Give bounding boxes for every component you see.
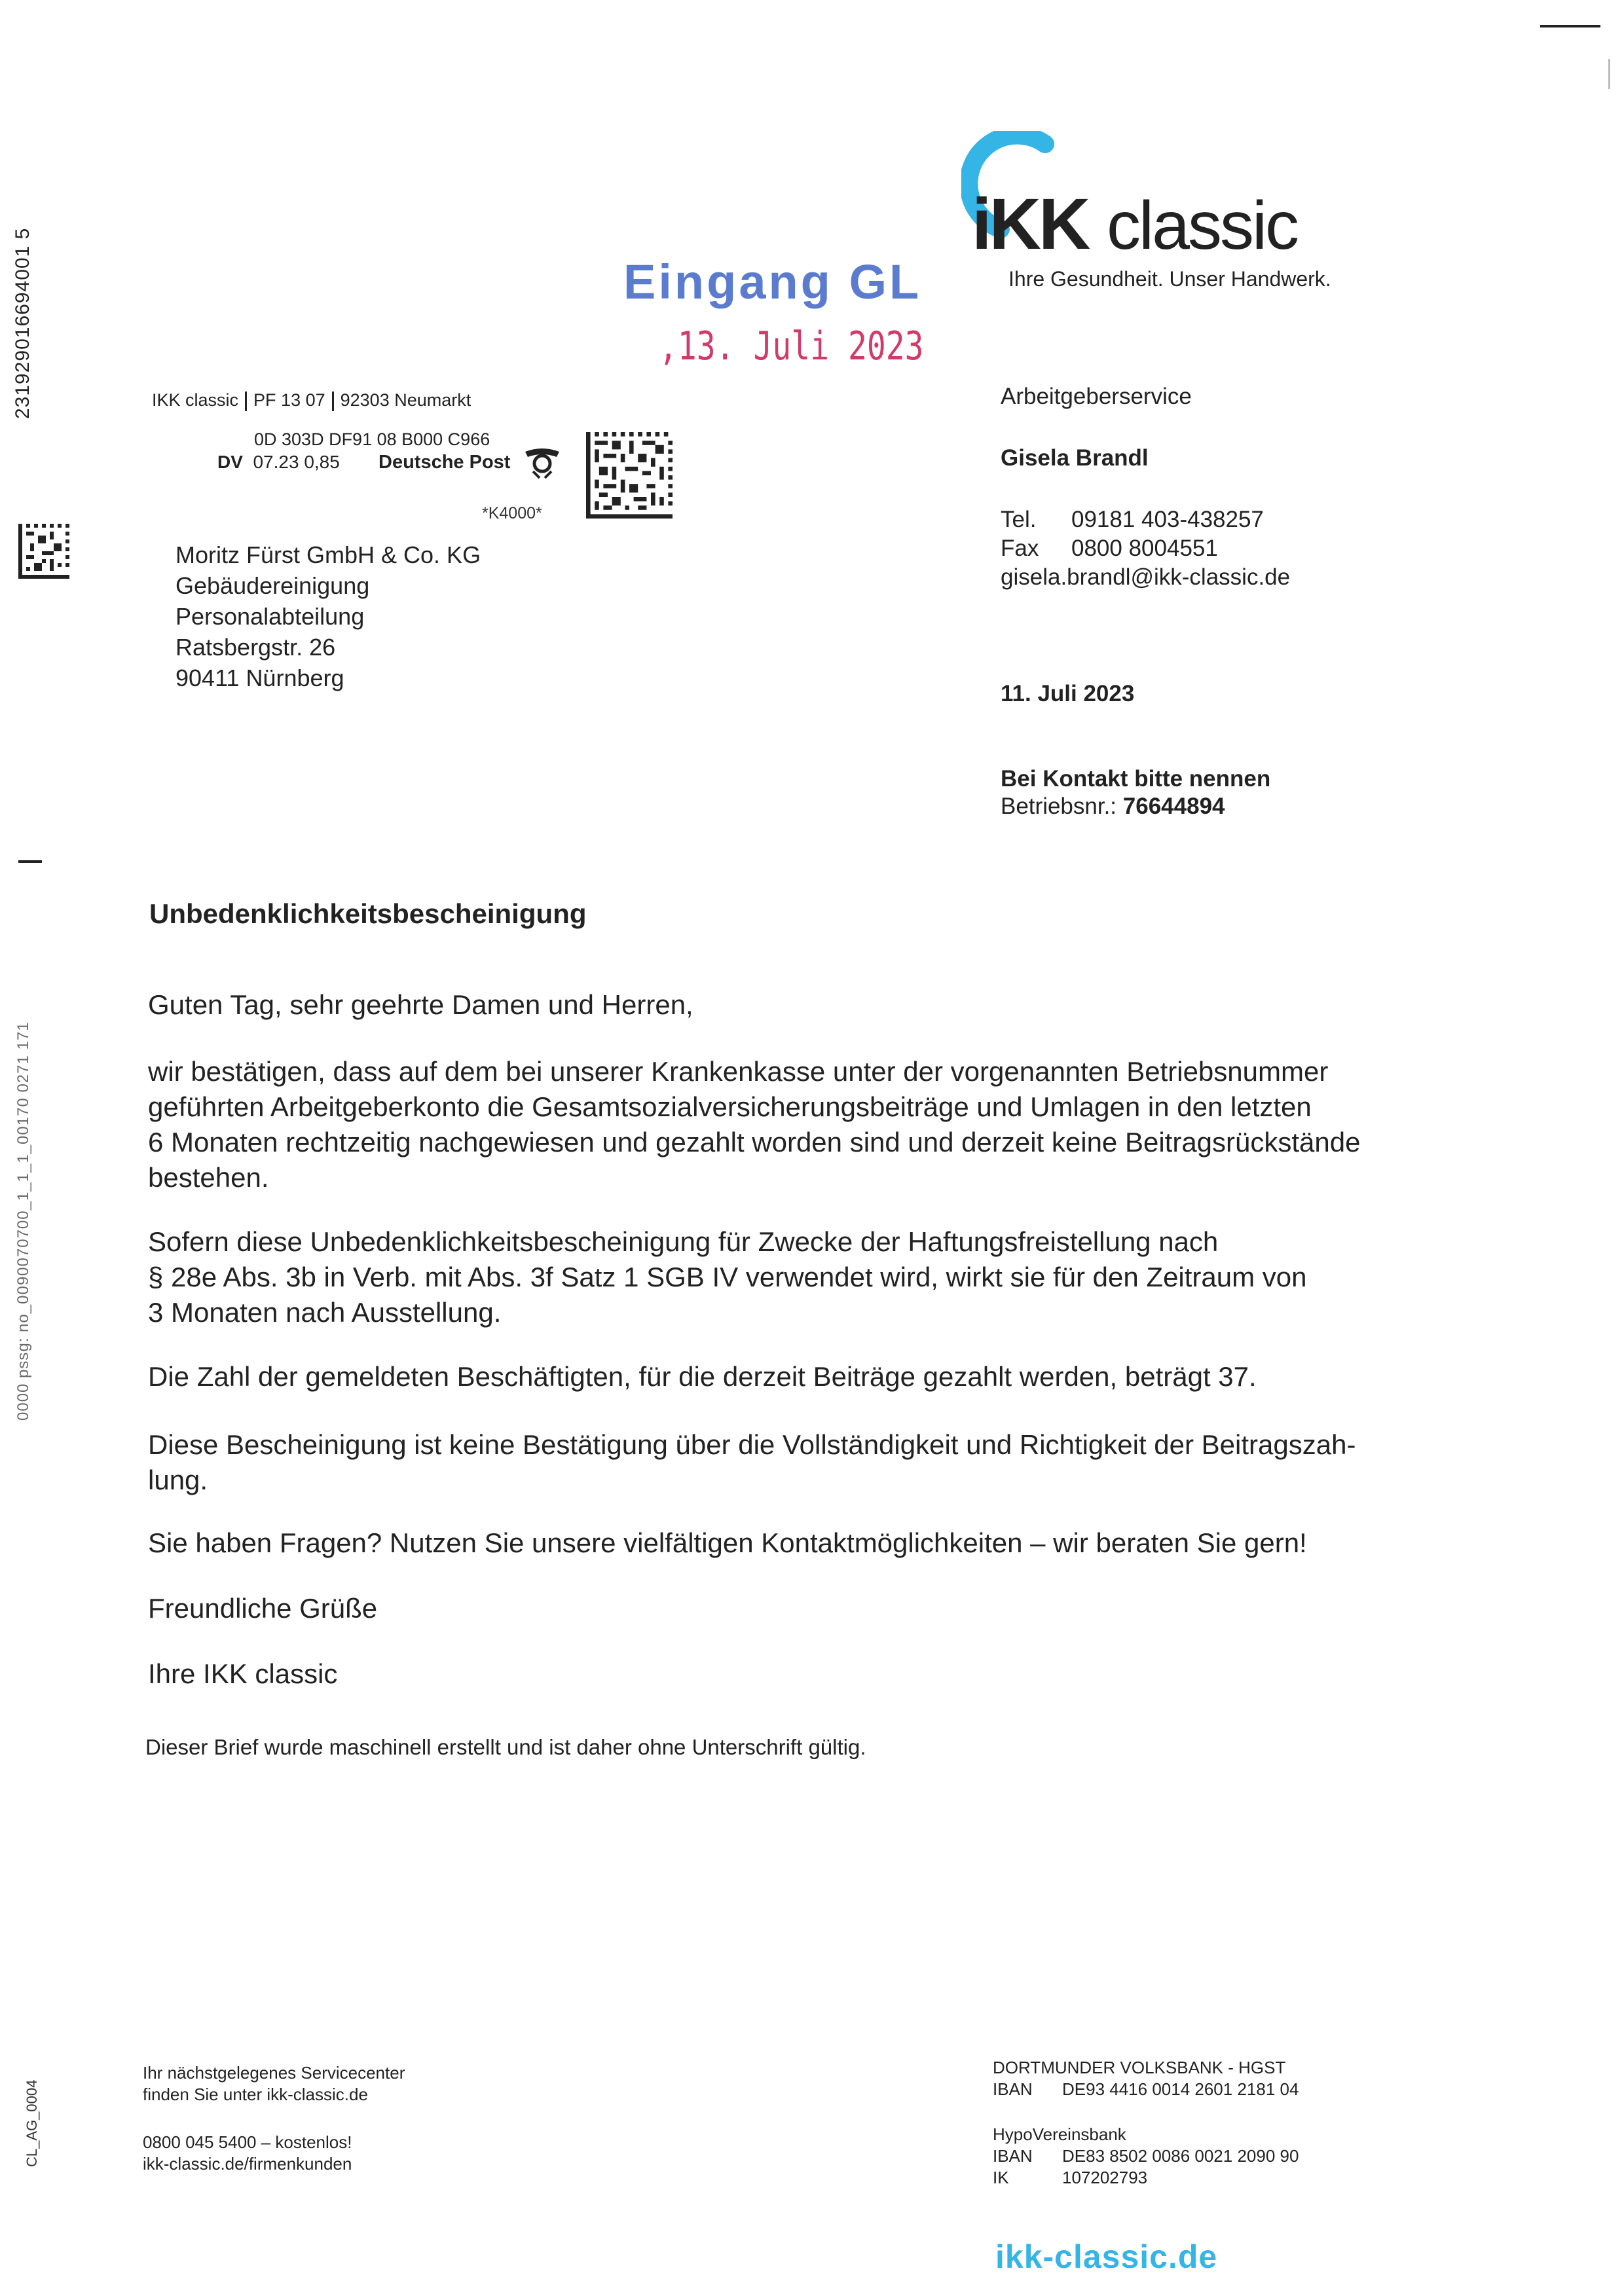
phone-label: Tel. [1001,507,1037,532]
iban-label: IBAN [993,2079,1033,2099]
corner-mark [1540,25,1600,27]
fax-number: 0800 8004551 [1071,536,1218,561]
postage-code: 0D 303D DF91 08 B000 C966 [254,429,490,449]
signature-text: Ihre IKK classic [148,1658,338,1689]
paragraph-line: Sofern diese Unbedenklichkeitsbescheinigung für Zwecke der Haftungsfreistellung nach [148,1226,1219,1257]
iban-label: IBAN [993,2146,1033,2166]
ik-label: IK [993,2168,1009,2187]
footer-service-line: finden Sie unter ikk-classic.de [143,2085,368,2104]
closing-text: Freundliche Grüße [148,1593,378,1624]
ikk-classic-logo [961,131,1341,288]
logo-slogan: Ihre Gesundheit. Unser Handwerk. [1008,267,1331,291]
recipient-city: 90411 Nürnberg [175,665,344,691]
paragraph-line: 6 Monaten rechtzeitig nachgewiesen und gezahlt worden sind und derzeit keine Beitragsrückstände [148,1127,1361,1157]
bank-name: HypoVereinsbank [993,2124,1126,2144]
footer-web[interactable]: ikk-classic.de/firmenkunden [143,2154,352,2174]
return-address-org: IKK classic [152,390,239,410]
fold-mark [18,860,42,863]
paragraph-confirmation [148,1054,1497,1195]
return-address [152,390,471,411]
postage-dv-line [217,452,340,473]
svg-text:classic: classic [1107,188,1298,264]
iban-value: DE93 4416 0014 2601 2181 04 [1062,2079,1299,2099]
contact-email[interactable]: gisela.brandl@ikk-classic.de [1001,564,1291,590]
incoming-stamp-label: Eingang GL [623,255,922,309]
footer-bank-1 [993,2057,1299,2100]
paragraph-line: geführten Arbeitgeberkonto die Gesamtsozialversicherungsbeiträge und Umlagen in den letzten [148,1091,1312,1122]
paragraph-employees [148,1359,1497,1394]
paragraph-line: Sie haben Fragen? Nutzen Sie unsere vielfältigen Kontaktmöglichkeiten – wir beraten Sie gern! [148,1527,1307,1558]
bank-name: DORTMUNDER VOLKSBANK - HGST [993,2058,1286,2077]
document-id-vertical: 231929016694001 5 [12,227,33,419]
closing [148,1591,1497,1626]
svg-text:iKK: iKK [972,184,1088,264]
datamatrix-code-small [18,524,69,579]
corner-mark [1608,59,1610,89]
contact-name: Gisela Brandl [1001,445,1149,471]
footer-phone: 0800 045 5400 – kostenlos! [143,2132,352,2152]
paragraph-disclaimer [148,1427,1497,1498]
footer-bank-2 [993,2124,1299,2189]
phone-number: 09181 403-438257 [1071,507,1264,532]
paragraph-line: wir bestätigen, dass auf dem bei unserer Krankenkasse unter der vorgenannten Betriebsnummer [148,1056,1329,1087]
paragraph-line: bestehen. [148,1162,269,1193]
signature [148,1656,1497,1692]
paragraph-questions [148,1525,1497,1561]
paragraph-line: 3 Monaten nach Ausstellung. [148,1297,502,1328]
contact-phone [1001,507,1264,533]
paragraph-liability [148,1224,1497,1330]
separator [332,392,334,411]
iban-value: DE83 8502 0086 0021 2090 90 [1062,2146,1299,2166]
routing-code: *K4000* [482,504,542,522]
letter-date: 11. Juli 2023 [1001,681,1135,706]
machine-generated-note: Dieser Brief wurde maschinell erstellt und ist daher ohne Unterschrift gültig. [145,1735,866,1759]
greeting [148,987,1497,1023]
paragraph-line: lung. [148,1465,208,1495]
reference-label: Betriebsnr.: [1001,793,1117,819]
recipient-department: Gebäudereinigung [175,572,370,599]
contact-fax [1001,536,1218,562]
paragraph-line: § 28e Abs. 3b in Verb. mit Abs. 3f Satz 1 SGB IV verwendet wird, wirkt sie für den Zeitraum von [148,1262,1307,1292]
return-address-city: 92303 Neumarkt [340,390,471,410]
return-address-pobox: PF 13 07 [253,390,325,410]
dv-label: DV [217,452,243,472]
fax-label: Fax [1001,536,1039,561]
footer-servicecenter [143,2062,405,2105]
datamatrix-code [585,432,673,519]
edge-print-code: 0000 pssg: no_0090070700_1_1_1_00170 0271 171 [14,1021,32,1421]
paragraph-line: Die Zahl der gemeldeten Beschäftigten, für die derzeit Beiträge gezahlt werden, beträgt 37. [148,1361,1257,1392]
contact-department: Arbeitgeberservice [1001,384,1192,409]
reference-line [1001,793,1225,820]
carrier-name: Deutsche Post [378,452,511,473]
reference-number: 76644894 [1122,793,1225,819]
footer-service-line: Ihr nächstgelegenes Servicecenter [143,2063,405,2083]
incoming-stamp-date: ,13. Juli 2023 [659,323,924,369]
recipient-company: Moritz Fürst GmbH & Co. KG [175,541,481,568]
footer-website-link[interactable]: ikk-classic.de [995,2238,1218,2275]
greeting-text: Guten Tag, sehr geehrte Damen und Herren, [148,989,693,1020]
letter-subject: Unbedenklichkeitsbescheinigung [149,898,587,929]
ik-value: 107202793 [1062,2168,1148,2187]
separator [245,392,247,411]
recipient-department: Personalabteilung [175,603,365,630]
recipient-address [175,539,481,693]
paragraph-line: Diese Bescheinigung ist keine Bestätigung über die Vollständigkeit und Richtigkeit der Beitragszah- [148,1429,1356,1460]
recipient-street: Ratsbergstr. 26 [175,634,336,661]
posthorn-icon [520,445,564,479]
reference-heading: Bei Kontakt bitte nennen [1001,766,1271,792]
dv-value: 07.23 0,85 [253,452,340,472]
form-code: CL_AG_0004 [24,2079,40,2167]
footer-contact [143,2132,352,2175]
